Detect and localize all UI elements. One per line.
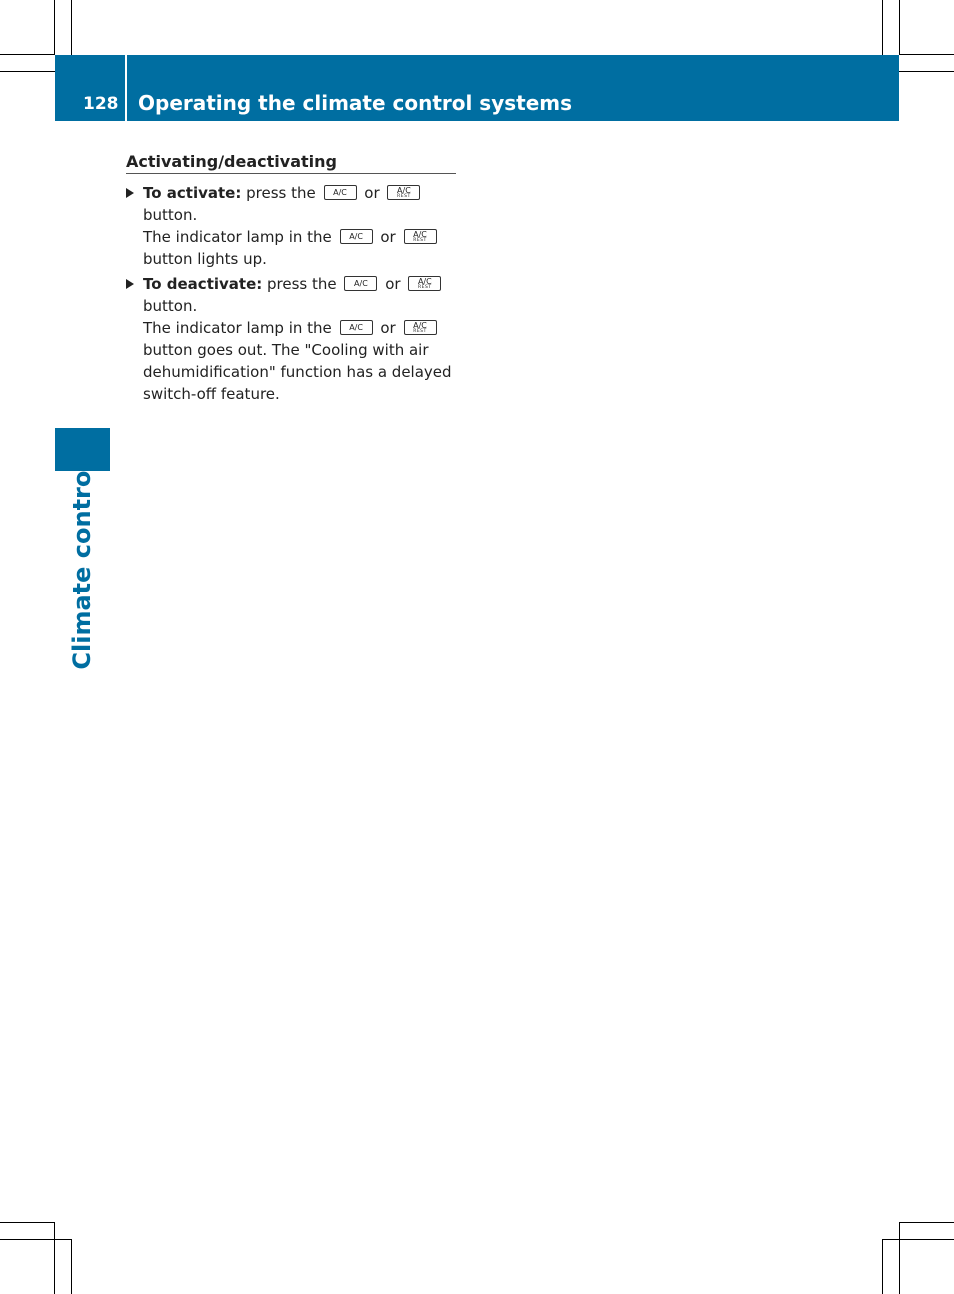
crop-mark (899, 71, 954, 72)
ac-rest-button-icon: A/C REST (404, 229, 437, 244)
crop-mark (54, 0, 55, 55)
page-header (55, 55, 899, 121)
result-text: button goes out. The "Cooling with air dehumidification" function has a delayed switch-off feature. (143, 341, 452, 403)
result-text: button lights up. (143, 250, 267, 268)
crop-mark (883, 1239, 954, 1240)
header-divider (125, 55, 127, 121)
triangle-right-icon (126, 279, 134, 289)
crop-mark (0, 1239, 71, 1240)
crop-mark (71, 0, 72, 55)
crop-mark (0, 71, 55, 72)
crop-mark (899, 54, 954, 55)
ac-rest-button-icon: A/C REST (387, 185, 420, 200)
crop-mark (899, 1222, 900, 1294)
chapter-label: Climate control (68, 462, 96, 670)
result-text: The indicator lamp in the (143, 319, 332, 337)
step-text: button. (143, 206, 198, 224)
step-text: press the (246, 184, 316, 202)
ac-button-icon: A/C (340, 320, 373, 335)
crop-mark (882, 1239, 883, 1294)
section-heading: Activating/deactivating (126, 152, 456, 174)
ac-button-icon: A/C (340, 229, 373, 244)
step-text: press the (267, 275, 337, 293)
step-text: or (364, 184, 380, 202)
step-label: To activate: (143, 184, 242, 202)
crop-mark (54, 1222, 55, 1294)
step-activate (126, 182, 456, 270)
page-number: 128 (83, 94, 119, 114)
crop-mark (899, 1222, 954, 1223)
triangle-right-icon (126, 188, 134, 198)
ac-rest-button-icon: A/C REST (408, 276, 441, 291)
crop-mark (0, 1222, 55, 1223)
result-text: The indicator lamp in the (143, 228, 332, 246)
crop-mark (0, 54, 55, 55)
crop-mark (882, 0, 883, 55)
ac-button-icon: A/C (344, 276, 377, 291)
result-text: or (380, 319, 396, 337)
page-title: Operating the climate control systems (138, 91, 573, 115)
crop-mark (71, 1239, 72, 1294)
result-text: or (380, 228, 396, 246)
step-label: To deactivate: (143, 275, 263, 293)
step-text: button. (143, 297, 198, 315)
step-deactivate (126, 273, 456, 405)
ac-button-icon: A/C (324, 185, 357, 200)
ac-rest-button-icon: A/C REST (404, 320, 437, 335)
crop-mark (899, 0, 900, 55)
step-text: or (385, 275, 401, 293)
content-column (126, 152, 456, 408)
